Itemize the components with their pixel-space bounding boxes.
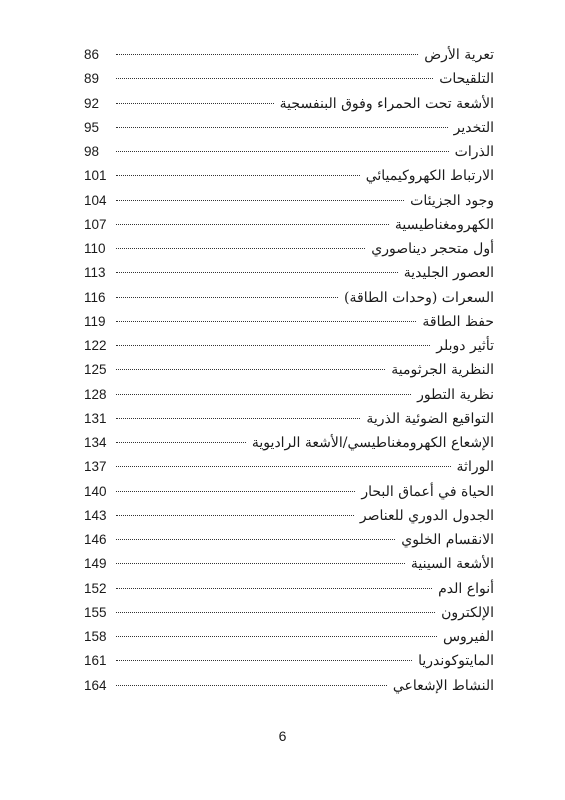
toc-entry-page: 89 bbox=[84, 71, 100, 87]
toc-entry-page: 95 bbox=[84, 119, 100, 135]
dot-leader bbox=[116, 660, 412, 661]
toc-entry-title: حفظ الطاقة bbox=[422, 313, 494, 330]
toc-entry-page: 155 bbox=[84, 604, 107, 620]
toc-entry-page: 143 bbox=[84, 507, 107, 523]
toc-entry-title: النظرية الجرثومية bbox=[391, 362, 494, 379]
toc-entry bbox=[84, 480, 494, 504]
toc-entry-title: أول متحجر ديناصوري bbox=[371, 241, 494, 257]
toc-entry-title: الذرات bbox=[454, 144, 494, 160]
toc-entry-page: 134 bbox=[84, 435, 107, 450]
dot-leader bbox=[116, 297, 338, 298]
dot-leader bbox=[116, 491, 355, 492]
toc-entry-page: 158 bbox=[84, 629, 107, 644]
toc-entry bbox=[84, 116, 494, 140]
toc-entry-page: 104 bbox=[84, 192, 107, 208]
toc-entry bbox=[84, 674, 494, 698]
toc-entry bbox=[84, 625, 494, 649]
toc-entry-page: 131 bbox=[84, 410, 107, 426]
toc-entry-page: 125 bbox=[84, 362, 107, 378]
dot-leader bbox=[116, 272, 398, 273]
dot-leader bbox=[116, 636, 437, 637]
toc-entry bbox=[84, 455, 494, 479]
toc-entry-title: الإلكترون bbox=[441, 604, 494, 621]
dot-leader bbox=[116, 151, 449, 152]
toc-entry-page: 137 bbox=[84, 459, 107, 475]
toc-entry-title: التلقيحات bbox=[439, 71, 494, 88]
toc-entry-title: أنواع الدم bbox=[438, 580, 494, 597]
toc-entry-page: 164 bbox=[84, 677, 107, 693]
toc-entry-title: تعرية الأرض bbox=[424, 47, 494, 63]
dot-leader bbox=[116, 563, 405, 564]
toc-entry bbox=[84, 310, 494, 334]
dot-leader bbox=[116, 394, 411, 395]
dot-leader bbox=[116, 515, 354, 516]
dot-leader bbox=[116, 588, 432, 589]
dot-leader bbox=[116, 418, 360, 419]
toc-entry bbox=[84, 407, 494, 431]
toc-entry-title: الفيروس bbox=[442, 629, 494, 645]
dot-leader bbox=[116, 224, 389, 225]
dot-leader bbox=[116, 54, 418, 55]
toc-entry-page: 101 bbox=[84, 168, 107, 184]
toc-entry bbox=[84, 334, 494, 358]
toc-entry-title: الارتباط الكهروكيميائي bbox=[365, 168, 494, 185]
toc-entry bbox=[84, 601, 494, 625]
toc-entry bbox=[84, 552, 494, 576]
toc-entry bbox=[84, 237, 494, 261]
toc-entry-page: 92 bbox=[84, 95, 100, 111]
toc-entry bbox=[84, 213, 494, 237]
toc-entry-title: التخدير bbox=[453, 119, 494, 136]
toc-entry-title: الحياة في أعماق البحار bbox=[361, 483, 494, 500]
toc-entry bbox=[84, 504, 494, 528]
toc-entry bbox=[84, 286, 494, 310]
toc-entry-title: العصور الجليدية bbox=[403, 265, 494, 282]
toc-entry-page: 149 bbox=[84, 556, 107, 572]
toc-entry-page: 113 bbox=[84, 265, 106, 281]
toc-entry-title: نظرية التطور bbox=[417, 386, 494, 403]
toc-entry-title: السعرات (وحدات الطاقة) bbox=[344, 289, 494, 306]
toc-entry bbox=[84, 431, 494, 455]
toc-entry bbox=[84, 92, 494, 116]
dot-leader bbox=[116, 539, 395, 540]
toc-entry-title: الإشعاع الكهرومغناطيسي/الأشعة الراديوية bbox=[251, 435, 494, 451]
toc-entry-title: وجود الجزيئات bbox=[410, 192, 494, 209]
toc-entry-page: 98 bbox=[84, 144, 100, 159]
toc-entry-title: النشاط الإشعاعي bbox=[392, 677, 494, 694]
toc-entry-title: الكهرومغناطيسية bbox=[394, 216, 494, 233]
dot-leader bbox=[116, 369, 385, 370]
toc-entry bbox=[84, 358, 494, 382]
toc-entry bbox=[84, 383, 494, 407]
toc-entry-page: 140 bbox=[84, 483, 107, 499]
toc-entry bbox=[84, 528, 494, 552]
toc-entry bbox=[84, 67, 494, 91]
toc-entry bbox=[84, 164, 494, 188]
toc-entry bbox=[84, 577, 494, 601]
toc-entry-page: 116 bbox=[84, 289, 106, 305]
toc-entry bbox=[84, 649, 494, 673]
table-of-contents bbox=[84, 43, 494, 698]
toc-entry-page: 146 bbox=[84, 532, 107, 547]
dot-leader bbox=[116, 175, 360, 176]
toc-entry-page: 152 bbox=[84, 580, 107, 596]
dot-leader bbox=[116, 248, 365, 249]
dot-leader bbox=[116, 345, 430, 346]
toc-entry bbox=[84, 140, 494, 164]
toc-entry bbox=[84, 43, 494, 67]
toc-entry-title: تأثير دوبلر bbox=[436, 338, 494, 354]
toc-entry-title: التواقيع الضوئية الذرية bbox=[366, 410, 494, 427]
toc-entry-title: الأشعة تحت الحمراء وفوق البنفسجية bbox=[279, 95, 494, 112]
dot-leader bbox=[116, 78, 433, 79]
toc-entry-page: 128 bbox=[84, 386, 107, 402]
dot-leader bbox=[116, 103, 274, 104]
toc-entry bbox=[84, 189, 494, 213]
toc-entry-title: المايتوكوندريا bbox=[418, 653, 494, 670]
dot-leader bbox=[116, 466, 451, 467]
dot-leader bbox=[116, 442, 246, 443]
toc-entry-title: الوراثة bbox=[456, 459, 494, 476]
toc-entry-page: 119 bbox=[84, 313, 106, 329]
page-number: 6 bbox=[278, 728, 287, 744]
dot-leader bbox=[116, 321, 416, 322]
dot-leader bbox=[116, 127, 448, 128]
toc-entry-page: 110 bbox=[84, 241, 106, 256]
dot-leader bbox=[116, 200, 404, 201]
toc-entry-page: 86 bbox=[84, 47, 100, 62]
dot-leader bbox=[116, 685, 387, 686]
toc-entry-title: الانقسام الخلوي bbox=[401, 532, 494, 548]
toc-entry-page: 107 bbox=[84, 216, 107, 232]
toc-entry-page: 161 bbox=[84, 653, 107, 669]
toc-entry-title: الأشعة السينية bbox=[410, 556, 494, 573]
toc-entry-page: 122 bbox=[84, 338, 107, 353]
dot-leader bbox=[116, 612, 435, 613]
toc-entry-title: الجدول الدوري للعناصر bbox=[359, 507, 494, 524]
toc-entry bbox=[84, 261, 494, 285]
